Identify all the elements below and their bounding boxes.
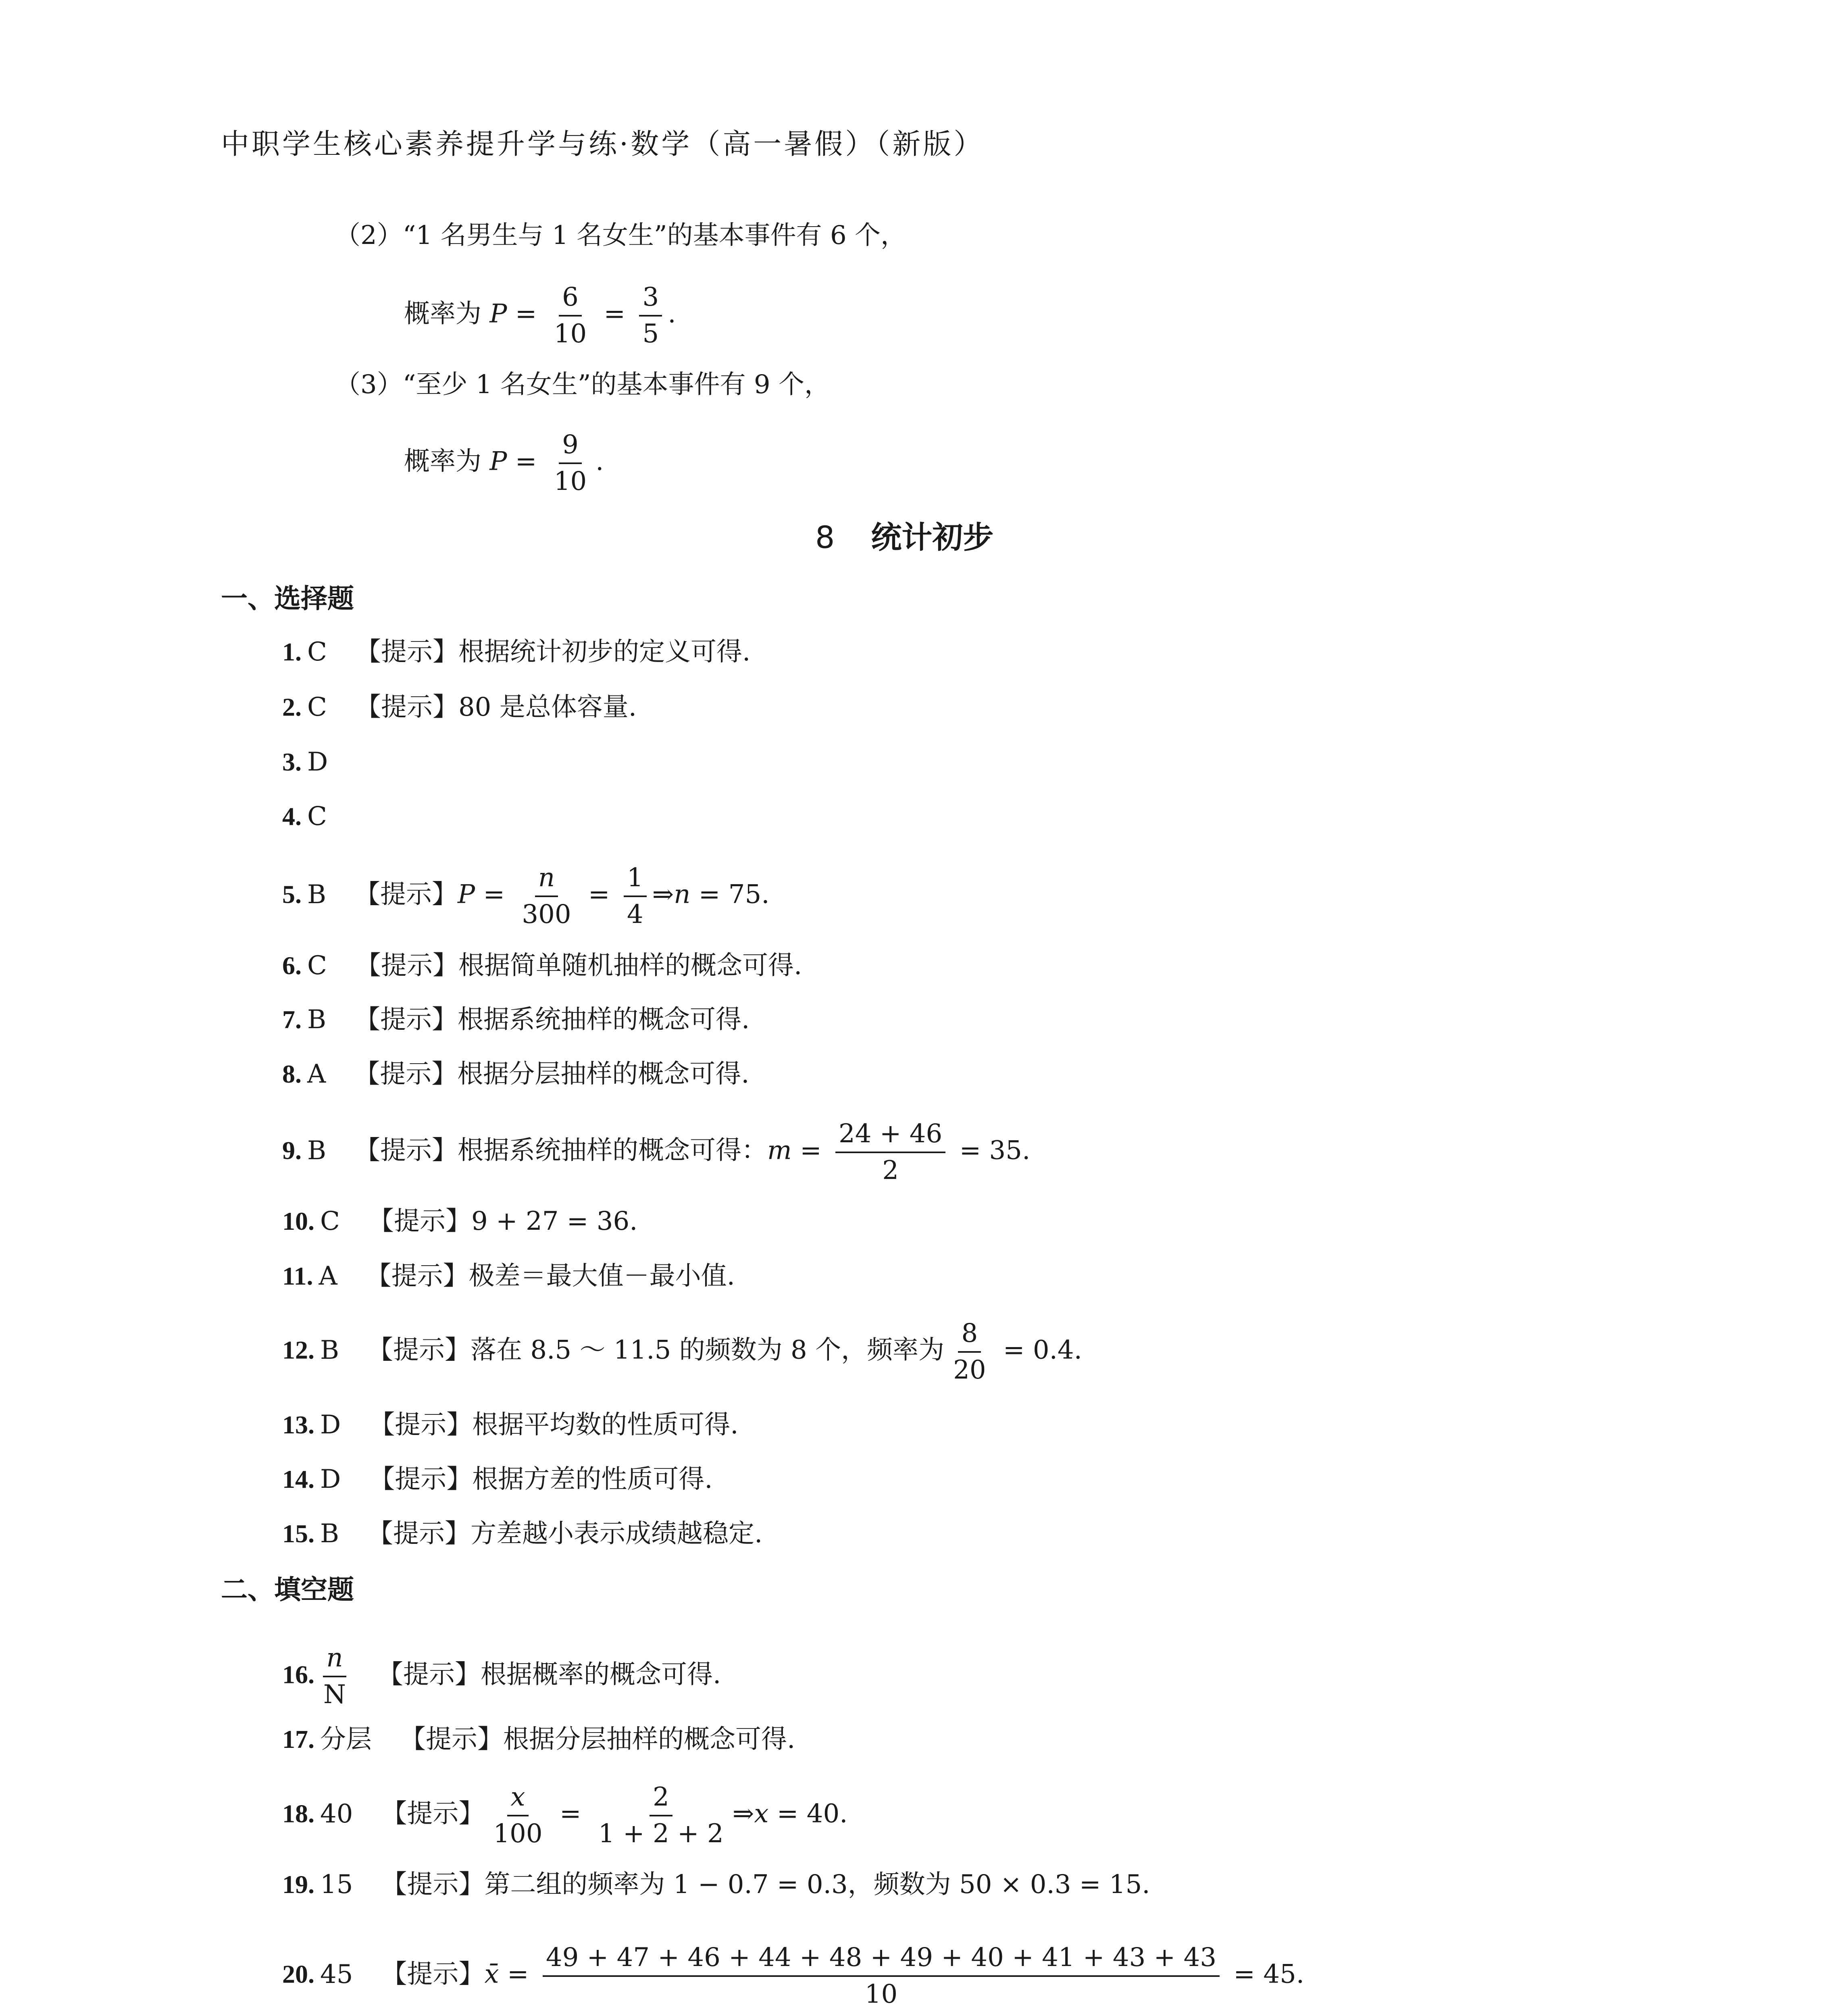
numerator: x — [507, 1782, 528, 1816]
fraction — [639, 282, 662, 349]
q-number: 11. — [282, 1262, 313, 1290]
answer-16 — [282, 1643, 721, 1710]
q-answer: B — [307, 879, 327, 910]
q-answer: 15 — [320, 1870, 353, 1899]
q-answer: 40 — [320, 1799, 353, 1829]
q-hint: 【提示】落在 8.5 ～ 11.5 的频数为 8 个，频率为 — [367, 1335, 945, 1365]
q-answer: 分层 — [320, 1724, 372, 1754]
prev-part-2: （2）“1 名男生与 1 名女生”的基本事件有 6 个， — [335, 221, 907, 250]
running-header: 中职学生核心素养提升学与练·数学（高一暑假）（新版） — [221, 127, 985, 160]
q-number: 16. — [282, 1660, 314, 1689]
denominator: 300 — [522, 900, 571, 930]
var-p: P — [489, 299, 507, 329]
fraction — [624, 863, 647, 930]
denominator: 2 — [882, 1156, 899, 1186]
chapter-name: 统计初步 — [871, 519, 994, 555]
numerator: 24 + 46 — [835, 1119, 945, 1153]
q-hint: 【提示】根据分层抽样的概念可得. — [354, 1059, 750, 1089]
q-hint: 【提示】根据统计初步的定义可得. — [355, 637, 751, 667]
numerator: n — [535, 863, 558, 897]
q-answer: C — [307, 951, 327, 981]
numerator: 2 — [650, 1782, 672, 1816]
q-answer: A — [307, 1059, 326, 1089]
denominator: 10 — [554, 467, 587, 497]
q-hint: 【提示】根据系统抽样的概念可得. — [354, 1005, 750, 1035]
eq: = — [475, 879, 513, 910]
section-choice: 一、选择题 — [221, 583, 354, 614]
q-number: 13. — [282, 1410, 314, 1439]
q-answer: B — [307, 1135, 327, 1166]
prev-part-3: （3）“至少 1 名女生”的基本事件有 9 个， — [335, 370, 830, 400]
denominator: 4 — [627, 900, 643, 930]
answer-10 — [282, 1208, 638, 1234]
denominator: N — [323, 1680, 346, 1710]
var-p: P — [458, 879, 475, 910]
q-hint: 【提示】根据平均数的性质可得. — [369, 1410, 739, 1440]
q-number: 17. — [282, 1725, 314, 1754]
var-p: P — [489, 446, 507, 477]
q-hint: 【提示】极差＝最大值－最小值. — [365, 1261, 735, 1291]
denominator: 100 — [493, 1819, 543, 1849]
fraction — [551, 282, 590, 349]
q-number: 6. — [282, 951, 302, 980]
fraction — [551, 430, 590, 497]
section-fill: 二、填空题 — [221, 1574, 354, 1605]
q-number: 8. — [282, 1060, 302, 1088]
q-number: 9. — [282, 1136, 302, 1165]
answer-6 — [282, 953, 802, 979]
q-hint: 【提示】 — [354, 879, 458, 910]
fraction — [543, 1943, 1220, 2010]
eq: = — [499, 1959, 537, 1989]
q-number: 12. — [282, 1335, 314, 1364]
implies: ⇒ — [652, 879, 674, 910]
q-number: 20. — [282, 1960, 314, 1989]
result: = 0.4. — [995, 1335, 1082, 1365]
q-hint: 【提示】根据概率的概念可得. — [377, 1660, 721, 1690]
answer-1 — [282, 639, 750, 665]
q-hint: 【提示】9 + 27 = 36. — [368, 1206, 638, 1236]
answer-19 — [282, 1872, 1150, 1897]
answer-7 — [282, 1007, 750, 1033]
numerator: 6 — [559, 282, 582, 317]
answer-9 — [282, 1119, 1030, 1186]
prob-label: 概率为 — [404, 446, 490, 477]
q-number: 10. — [282, 1207, 314, 1235]
eq: = — [507, 299, 545, 329]
q-hint: 【提示】 — [381, 1799, 485, 1829]
q-answer: B — [307, 1005, 327, 1035]
q-answer: C — [307, 637, 327, 667]
numerator: n — [323, 1643, 346, 1677]
denominator: 5 — [642, 319, 659, 349]
var-m: m — [767, 1135, 792, 1166]
prev-part-2-prob — [404, 282, 676, 349]
q-number: 5. — [282, 880, 302, 909]
var-x: x — [754, 1799, 769, 1829]
denominator: 20 — [953, 1355, 986, 1385]
q-number: 3. — [282, 748, 302, 776]
fraction — [835, 1119, 945, 1186]
fraction — [320, 1643, 349, 1710]
q-hint: 【提示】根据简单随机抽样的概念可得. — [355, 951, 802, 981]
fraction — [490, 1782, 545, 1849]
answer-2 — [282, 694, 637, 720]
answer-4 — [282, 804, 355, 829]
var-xbar: x̄ — [484, 1959, 499, 1989]
q-hint: 【提示】第二组的频率为 1 − 0.7 = 0.3，频数为 50 × 0.3 = 15. — [381, 1870, 1150, 1899]
q-number: 15. — [282, 1519, 314, 1548]
prev-part-3-prob — [404, 430, 604, 497]
q-answer: A — [319, 1261, 337, 1291]
q-answer: C — [320, 1206, 340, 1236]
q-hint: 【提示】根据系统抽样的概念可得： — [354, 1135, 768, 1166]
denominator: 1 + 2 + 2 — [598, 1819, 724, 1849]
q-number: 19. — [282, 1870, 314, 1899]
prob-label: 概率为 — [404, 299, 490, 329]
q-answer: D — [320, 1410, 341, 1440]
answer-20 — [282, 1943, 1304, 2010]
q-answer: C — [307, 692, 327, 722]
answer-12 — [282, 1318, 1082, 1385]
answer-18 — [282, 1782, 848, 1849]
var-n: n — [674, 879, 691, 910]
eq: = — [507, 446, 545, 477]
answer-13 — [282, 1412, 739, 1438]
chapter-title — [815, 519, 994, 555]
q-number: 1. — [282, 637, 302, 666]
eq: = — [551, 1799, 589, 1829]
result: = 45. — [1225, 1959, 1305, 1989]
result: = 40. — [768, 1799, 848, 1829]
numerator: 9 — [559, 430, 582, 464]
q-answer: 45 — [320, 1959, 353, 1989]
numerator: 1 — [624, 863, 647, 897]
q-answer: B — [320, 1335, 339, 1365]
q-number: 14. — [282, 1465, 314, 1493]
eq: = — [791, 1135, 830, 1166]
q-number: 18. — [282, 1799, 314, 1828]
numerator: 49 + 47 + 46 + 44 + 48 + 49 + 40 + 41 + 43 + 43 — [543, 1943, 1220, 1977]
q-hint: 【提示】根据方差的性质可得. — [369, 1464, 713, 1494]
period: . — [668, 299, 676, 329]
answer-17 — [282, 1724, 795, 1754]
q-hint: 【提示】根据分层抽样的概念可得. — [400, 1724, 795, 1754]
numerator: 8 — [958, 1318, 981, 1353]
q-number: 2. — [282, 693, 302, 721]
result: = 35. — [951, 1135, 1031, 1166]
answer-3 — [282, 749, 356, 775]
q-answer: D — [320, 1464, 341, 1494]
eq: = — [580, 879, 618, 910]
q-hint: 【提示】80 是总体容量. — [355, 692, 637, 722]
chapter-number: 8 — [815, 519, 835, 555]
fraction — [518, 863, 574, 930]
implies: ⇒ — [732, 1799, 754, 1829]
eq: = — [595, 299, 634, 329]
answer-11 — [282, 1263, 735, 1289]
numerator: 3 — [639, 282, 662, 317]
fraction — [595, 1782, 727, 1849]
period: . — [595, 446, 604, 477]
answer-14 — [282, 1466, 713, 1492]
answer-8 — [282, 1061, 750, 1087]
q-number: 7. — [282, 1005, 302, 1034]
denominator: 10 — [864, 1979, 898, 2010]
fraction — [950, 1318, 989, 1385]
q-answer: B — [320, 1519, 339, 1549]
q-hint: 【提示】 — [381, 1959, 485, 1989]
q-number: 4. — [282, 802, 302, 831]
q-hint: 【提示】方差越小表示成绩越稳定. — [367, 1519, 763, 1549]
result: = 75. — [690, 879, 770, 910]
q-answer: C — [307, 802, 327, 831]
q-answer: D — [307, 747, 328, 777]
answer-15 — [282, 1521, 762, 1547]
answer-5 — [282, 863, 770, 930]
denominator: 10 — [554, 319, 587, 349]
